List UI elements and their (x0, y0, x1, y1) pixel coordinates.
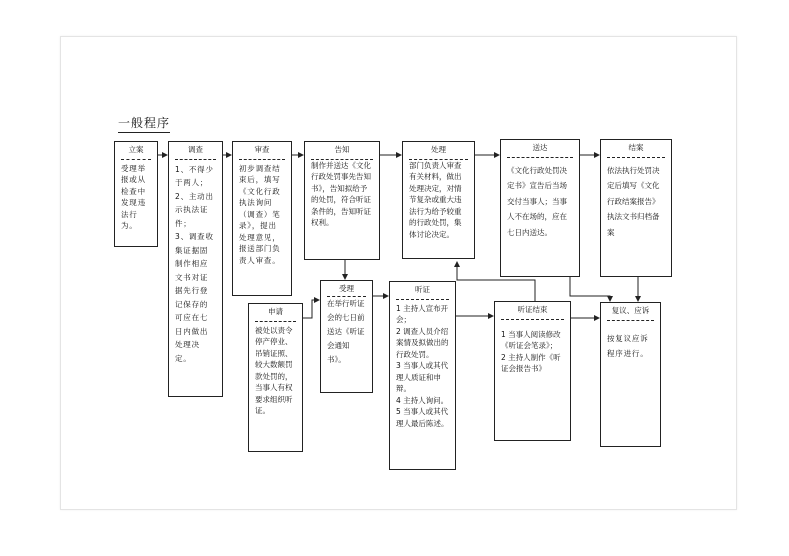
step-body: 初步调查结束后，填写《文化行政执法询问（调查）笔录》，提出处理意见，报送部门负责人审查。 (239, 163, 281, 265)
step-body: 1 当事人阅读修改《听证会笔录》； 2 主持人制作《听证会报告书》 (501, 329, 561, 373)
step-body: 1、不得少于两人； 2、主动出示执法证件； 3、调查收集证据固制作相应文书对证据先行登记保存的可应在七日内做出处理决定。 (175, 164, 214, 363)
step-body: 《文化行政处罚决定书》宣告后当场交付当事人；当事人不在场的，应在七日内送达。 (507, 165, 567, 237)
step-body: 依法执行处罚决定后填写《文化行政结案报告》执法文书归档备案 (607, 165, 660, 237)
step-title: 结案 (628, 143, 644, 152)
step-title: 审查 (254, 145, 270, 154)
step-title: 送达 (532, 143, 548, 152)
step-title: 复议、应诉 (611, 306, 650, 315)
step-title: 申请 (268, 307, 283, 316)
page-title: 一般程序 (118, 114, 170, 133)
step-body: 制作并送达《文化行政处罚事先告知书》，告知拟给予的处罚，符合听证条件的，告知听证权利。 (311, 160, 371, 227)
arrow-songda-fuyi (570, 277, 610, 301)
arrow-shenqing-shouli (303, 300, 319, 318)
step-body: 1 主持人宣布开会； 2 调查人员介绍案情及拟做出的行政处罚。 3 当事人或其代理人质证和申辩。 4 主持人询问。 5 当事人或其代理人最后陈述。 (396, 303, 449, 428)
arrow-jieshu-chuli (457, 262, 535, 301)
step-body: 被处以责令停产停业、吊销证照、较大数额罚款处罚的，当事人有权要求组织听证。 (255, 325, 293, 415)
step-body: 按复议应诉程序进行。 (607, 333, 649, 358)
step-title: 听证 (415, 285, 430, 294)
step-title: 处理 (431, 145, 446, 154)
step-title: 告知 (334, 145, 350, 154)
step-title: 受理 (339, 284, 354, 293)
step-title: 听证结束 (517, 305, 548, 314)
step-body: 在举行听证会的七日前送达《听证会通知书》。 (327, 298, 365, 364)
step-body: 受理举报或从检查中发现违法行为。 (121, 163, 146, 230)
step-body: 部门负责人审查有关材料，做出处理决定，对情节复杂或重大违法行为给予较重的行政处罚，集体讨论决定。 (409, 160, 462, 239)
step-title: 调查 (188, 145, 203, 154)
step-title: 立案 (128, 145, 144, 154)
